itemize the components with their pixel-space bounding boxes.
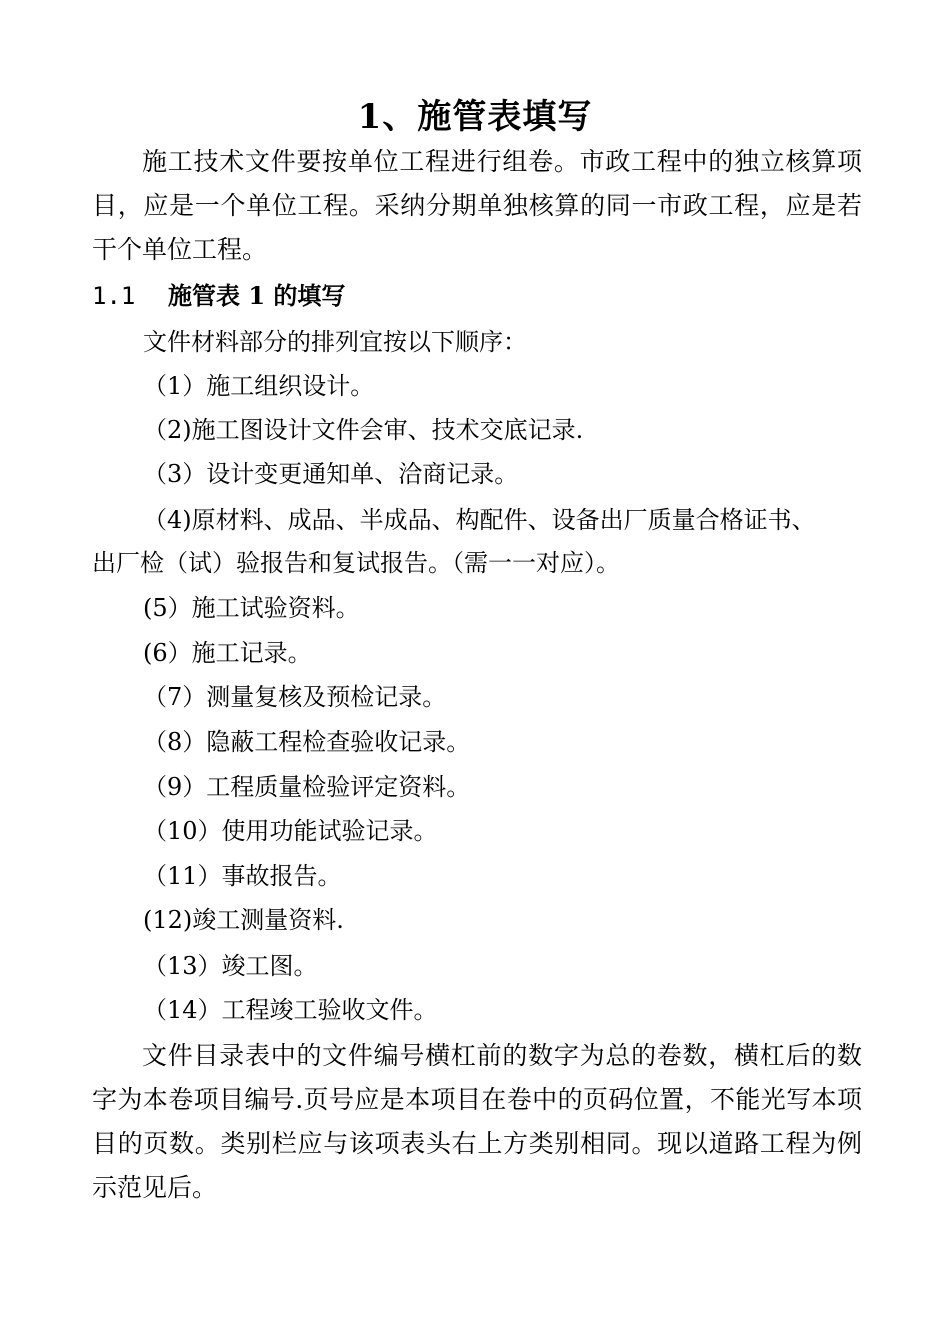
list-item: (12)竣工测量资料. [143,906,344,934]
list-item: （10）使用功能试验记录。 [143,817,438,845]
list-item-continuation: 出厂检（试）验报告和复试报告。（需一一对应）。 [92,549,620,577]
section-title: 施管表 1 的填写 [168,281,346,310]
list-item: （8）隐蔽工程检查验收记录。 [143,728,471,756]
list-item: （9）工程质量检验评定资料。 [143,773,471,801]
list-item: （4)原材料、成品、半成品、构配件、设备出厂质量合格证书、 [143,506,816,534]
list-item: （2)施工图设计文件会审、技术交底记录. [143,416,584,444]
list-item: （1）施工组织设计。 [143,372,375,400]
section-number: 1.1 [92,282,136,310]
list-item: （11）事故报告。 [143,862,342,890]
intro-paragraph: 施工技术文件要按单位工程进行组卷。市政工程中的独立核算项目，应是一个单位工程。采纳分期单独核算的同一市政工程，应是若干个单位工程。 [92,147,862,264]
closing-paragraph: 文件目录表中的文件编号横杠前的数字为总的卷数，横杠后的数字为本卷项目编号.页号应是本项目在卷中的页码位置，不能光写本项目的页数。类别栏应与该项表头右上方类别相同。现以道路工程为例示范见后。 [92,1041,862,1202]
list-item: (6）施工记录。 [143,639,312,667]
section-heading [92,276,345,316]
page-title: 1、施管表填写 [357,97,593,137]
list-item: （13）竣工图。 [143,952,318,980]
list-item: （7）测量复核及预检记录。 [143,683,447,711]
list-item: （3）设计变更通知单、洽商记录。 [143,460,519,488]
list-item: （14）工程竣工验收文件。 [143,996,438,1024]
list-intro: 文件材料部分的排列宜按以下顺序： [143,328,527,356]
list-item: (5）施工试验资料。 [143,594,360,622]
